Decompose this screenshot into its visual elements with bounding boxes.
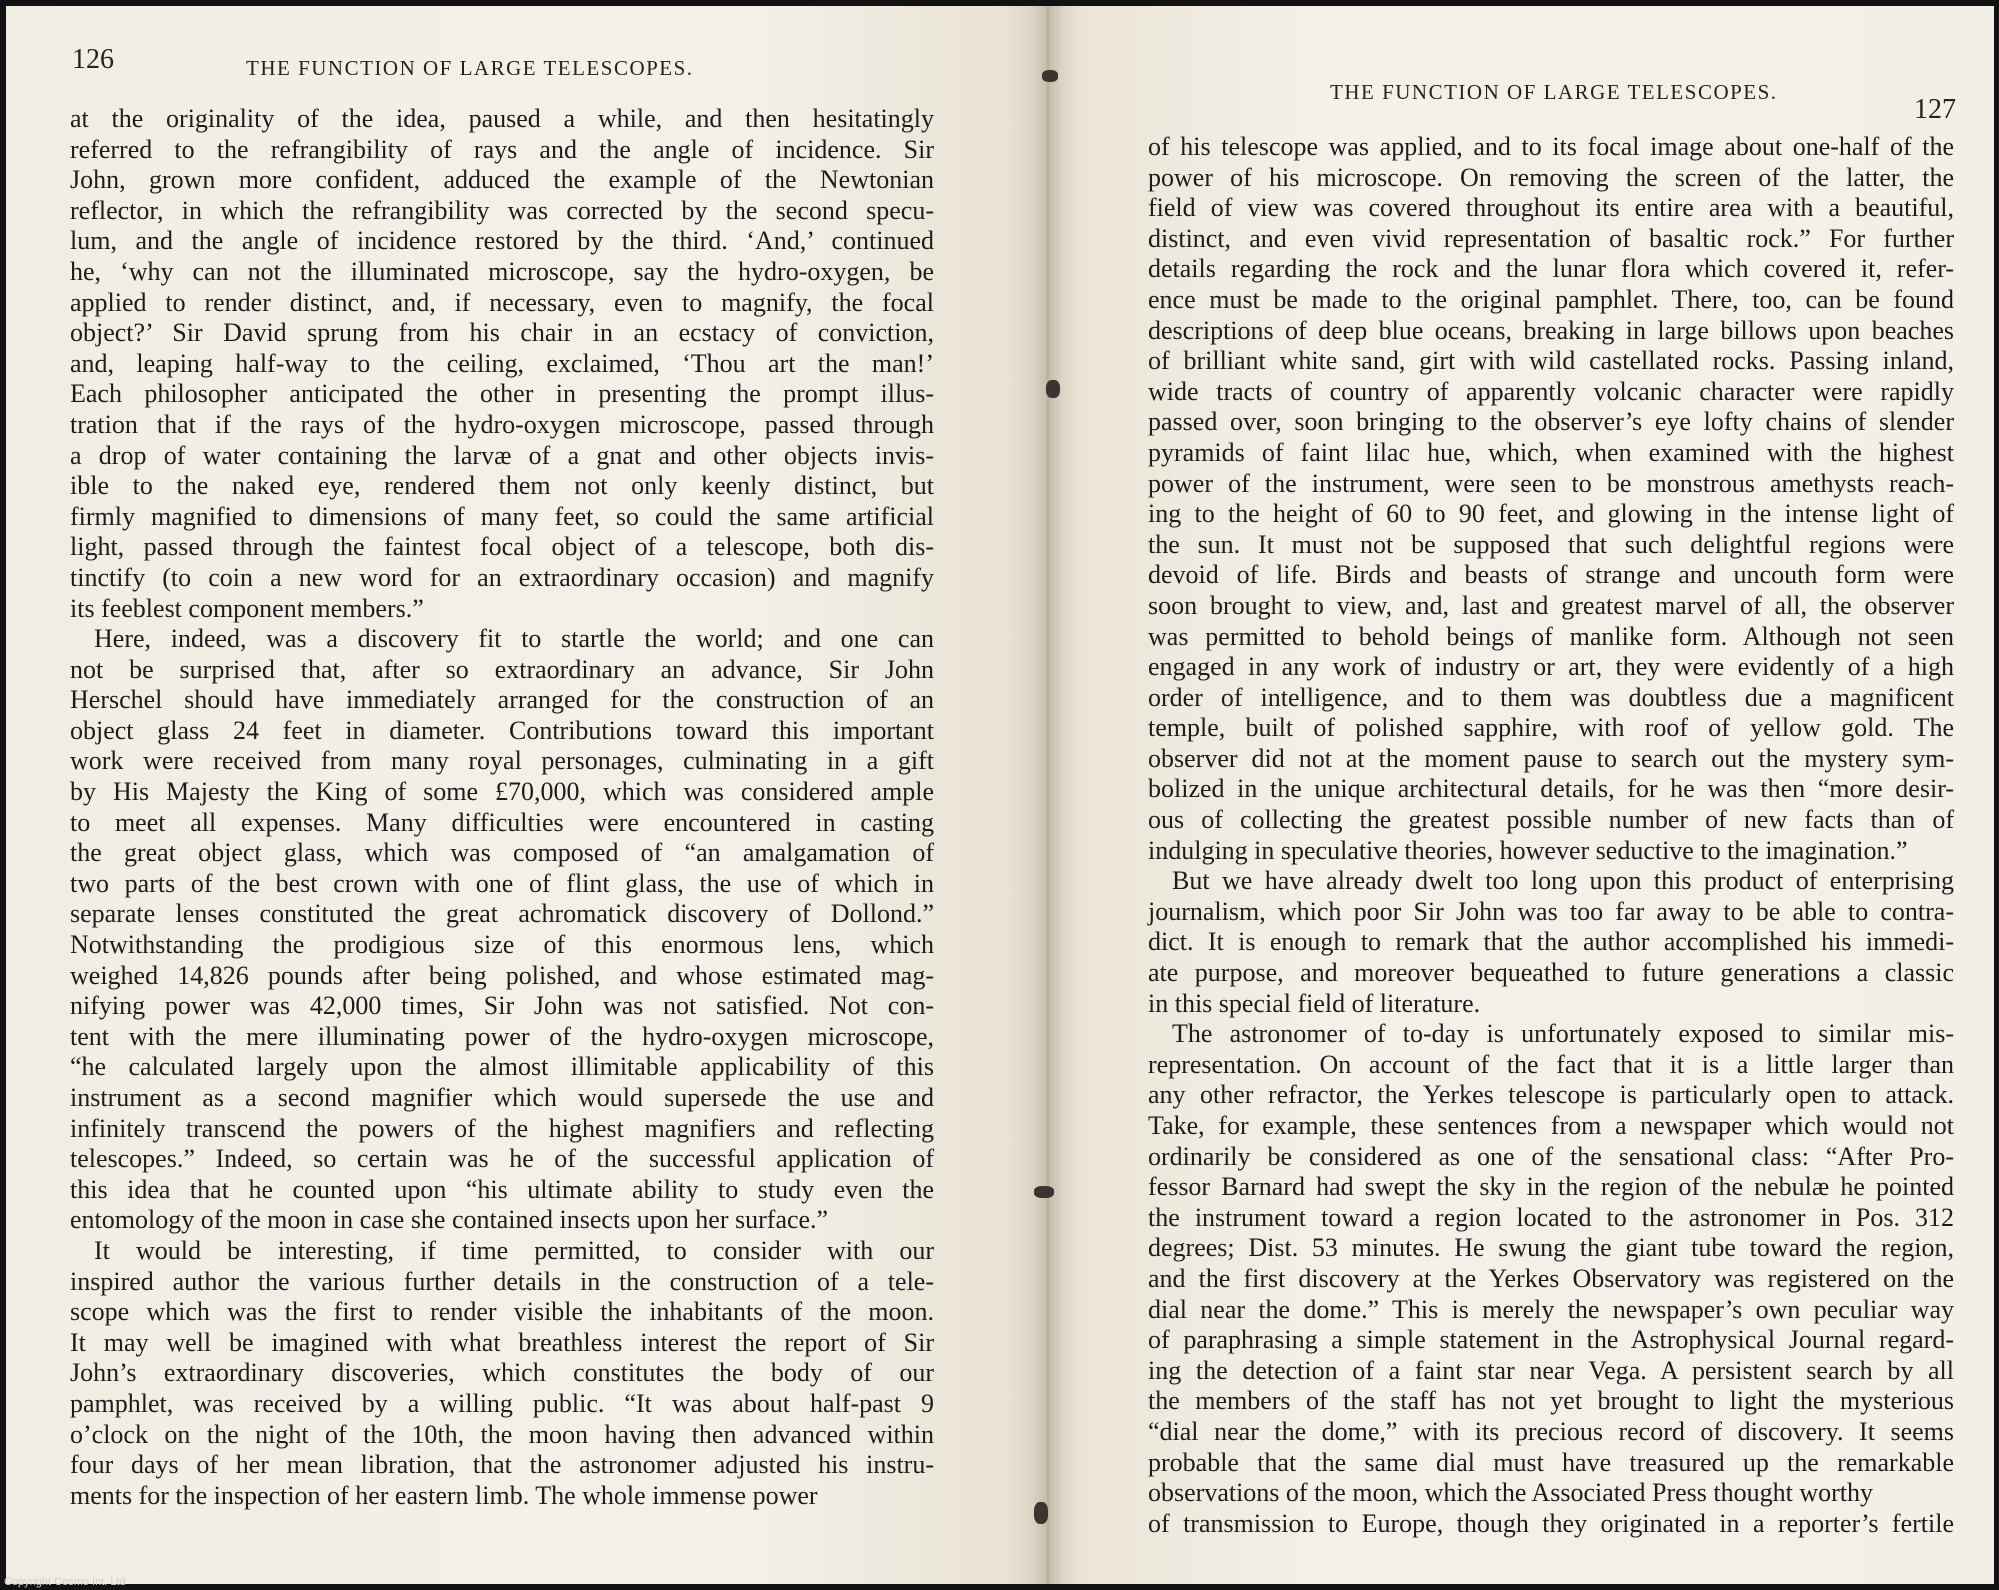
text-line: journalism, which poor Sir John was too far away to be able to contra- bbox=[1148, 896, 1954, 926]
text-line: pyramids of faint lilac hue, which, when examined with the highest bbox=[1148, 437, 1954, 467]
text-line: Each philosopher anticipated the other in presenting the prompt illus- bbox=[70, 379, 934, 409]
text-line: entomology of the moon in case she contained insects upon her surface.” bbox=[70, 1205, 829, 1235]
text-line: passed over, soon bringing to the observer’s eye lofty chains of slender bbox=[1148, 407, 1954, 437]
text-line: Notwithstanding the prodigious size of this enormous lens, which bbox=[70, 930, 934, 960]
copyright-watermark: Copyright Cosmo Int. Ltd bbox=[4, 1576, 126, 1588]
text-line: representation. On account of the fact that it is a little larger than bbox=[1148, 1049, 1954, 1079]
text-line: ments for the inspection of her eastern limb. The whole immense power bbox=[70, 1480, 818, 1510]
text-line: power of the instrument, were seen to be monstrous amethysts reach- bbox=[1148, 468, 1954, 498]
text-line: fessor Barnard had swept the sky in the region of the nebulæ he pointed bbox=[1148, 1172, 1954, 1202]
left-page-number: 126 bbox=[72, 44, 114, 75]
text-line: firmly magnified to dimensions of many feet, so could the same artificial bbox=[70, 501, 934, 531]
right-page bbox=[1046, 6, 1994, 1584]
left-running-head: THE FUNCTION OF LARGE TELESCOPES. bbox=[246, 56, 694, 80]
text-line: ing to the height of 60 to 90 feet, and glowing in the intense light of bbox=[1148, 499, 1954, 529]
text-line: field of view was covered throughout its entire area with a beautiful, bbox=[1148, 193, 1954, 223]
text-line: tinctify (to coin a new word for an extraordinary occasion) and magnify bbox=[70, 562, 934, 592]
text-line: scope which was the first to render visible the inhabitants of the moon. bbox=[70, 1297, 934, 1327]
text-line: reflector, in which the refrangibility was corrected by the second specu- bbox=[70, 195, 934, 225]
text-line: lum, and the angle of incidence restored by the third. ‘And,’ continued bbox=[70, 226, 934, 256]
text-line: weighed 14,826 pounds after being polished, and whose estimated mag- bbox=[70, 960, 934, 990]
text-line: ate purpose, and moreover bequeathed to future generations a classic bbox=[1148, 958, 1954, 988]
text-line: telescopes.” Indeed, so certain was he of the successful application of bbox=[70, 1144, 934, 1174]
text-line: pamphlet, was received by a willing public. “It was about half-past 9 bbox=[70, 1388, 934, 1418]
text-line: observations of the moon, which the Associated Press thought worthy bbox=[1148, 1478, 1874, 1508]
text-line: of his telescope was applied, and to its focal image about one-half of the bbox=[1148, 132, 1954, 161]
left-page bbox=[6, 6, 1046, 1584]
text-line: work were received from many royal personages, culminating in a gift bbox=[70, 746, 934, 776]
text-line: its feeblest component members.” bbox=[70, 593, 424, 623]
text-line: applied to render distinct, and, if necessary, even to magnify, the focal bbox=[70, 287, 934, 317]
text-line: tration that if the rays of the hydro-oxygen microscope, passed through bbox=[70, 409, 934, 439]
text-line: a drop of water containing the larvæ of a gnat and other objects invis- bbox=[70, 440, 934, 470]
right-page-number: 127 bbox=[1914, 94, 1956, 125]
text-line: instrument as a second magnifier which would supersede the use and bbox=[70, 1083, 934, 1112]
text-line: probable that the same dial must have treasured up the remarkable bbox=[1148, 1447, 1954, 1477]
binding-mark bbox=[1034, 1502, 1048, 1524]
text-line: It would be interesting, if time permitted, to consider with our bbox=[94, 1235, 934, 1265]
text-line: object glass 24 feet in diameter. Contributions toward this important bbox=[70, 715, 934, 745]
text-line: light, passed through the faintest focal object of a telescope, both dis- bbox=[70, 532, 934, 562]
right-body-text bbox=[1148, 132, 1954, 1539]
text-line: the instrument toward a region located to the astronomer in Pos. 312 bbox=[1148, 1202, 1954, 1232]
binding-mark bbox=[1042, 70, 1058, 82]
text-line: order of intelligence, and to them was doubtless due a magnificent bbox=[1148, 682, 1954, 712]
text-line: the members of the staff has not yet brought to light the mysterious bbox=[1148, 1386, 1954, 1416]
text-line: in this special field of literature. bbox=[1148, 988, 1481, 1018]
text-line: this idea that he counted upon “his ultimate ability to study even the bbox=[70, 1174, 934, 1204]
text-line: descriptions of deep blue oceans, breaking in large billows upon beaches bbox=[1148, 315, 1954, 345]
text-line: “he calculated largely upon the almost illimitable applicability of this bbox=[70, 1052, 934, 1082]
text-line: degrees; Dist. 53 minutes. He swung the giant tube toward the region, bbox=[1148, 1233, 1954, 1263]
text-line: four days of her mean libration, that the astronomer adjusted his instru- bbox=[70, 1450, 934, 1480]
text-line: not be surprised that, after so extraordinary an advance, Sir John bbox=[70, 654, 934, 684]
text-line: the sun. It must not be supposed that such delightful regions were bbox=[1148, 529, 1954, 559]
text-line: wide tracts of country of apparently volcanic character were rapidly bbox=[1148, 376, 1954, 406]
text-line: of paraphrasing a simple statement in the Astrophysical Journal regard- bbox=[1148, 1325, 1954, 1355]
text-line: of transmission to Europe, though they originated in a reporter’s fertile bbox=[1148, 1508, 1954, 1538]
text-line: dict. It is enough to remark that the author accomplished his immedi- bbox=[1148, 927, 1954, 957]
text-line: engaged in any work of industry or art, they were evidently of a high bbox=[1148, 652, 1954, 682]
text-line: devoid of life. Birds and beasts of strange and uncouth form were bbox=[1148, 560, 1954, 590]
text-line: and, leaping half-way to the ceiling, exclaimed, ‘Thou art the man!’ bbox=[70, 348, 934, 378]
text-line: and the first discovery at the Yerkes Observatory was registered on the bbox=[1148, 1263, 1954, 1293]
text-line: infinitely transcend the powers of the highest magnifiers and reflecting bbox=[70, 1113, 934, 1143]
text-line: separate lenses constituted the great achromatick discovery of Dollond.” bbox=[70, 899, 934, 929]
text-line: inspired author the various further details in the construction of a tele- bbox=[70, 1266, 934, 1296]
text-line: referred to the refrangibility of rays and the angle of incidence. Sir bbox=[70, 134, 934, 164]
text-line: by His Majesty the King of some £70,000, which was considered ample bbox=[70, 777, 934, 807]
text-line: indulging in speculative theories, however seductive to the imagination.” bbox=[1148, 835, 1908, 865]
text-line: John’s extraordinary discoveries, which constitutes the body of our bbox=[70, 1358, 934, 1388]
text-line: bolized in the unique architectural details, for he was then “more desir- bbox=[1148, 774, 1954, 804]
text-line: observer did not at the moment pause to search out the mystery sym- bbox=[1148, 743, 1954, 773]
text-line: ous of collecting the greatest possible number of new facts than of bbox=[1148, 805, 1954, 835]
binding-mark bbox=[1046, 380, 1060, 398]
text-line: o’clock on the night of the 10th, the moon having then advanced within bbox=[70, 1419, 934, 1449]
text-line: ordinarily be considered as one of the sensational class: “After Pro- bbox=[1148, 1141, 1954, 1171]
text-line: object?’ Sir David sprung from his chair in an ecstacy of conviction, bbox=[70, 318, 934, 348]
text-line: ible to the naked eye, rendered them not only keenly distinct, but bbox=[70, 471, 934, 501]
text-line: dial near the dome.” This is merely the newspaper’s own peculiar way bbox=[1148, 1294, 1954, 1324]
text-line: But we have already dwelt too long upon this product of enterprising bbox=[1172, 866, 1954, 896]
text-line: tent with the mere illuminating power of the hydro-oxygen microscope, bbox=[70, 1021, 934, 1051]
text-line: temple, built of polished sapphire, with roof of yellow gold. The bbox=[1148, 713, 1954, 743]
binding-mark bbox=[1034, 1186, 1054, 1198]
text-line: the great object glass, which was composed of “an amalgamation of bbox=[70, 838, 934, 868]
text-line: distinct, and even vivid representation of basaltic rock.” For further bbox=[1148, 223, 1954, 253]
text-line: two parts of the best crown with one of flint glass, the use of which in bbox=[70, 868, 934, 898]
text-line: power of his microscope. On removing the screen of the latter, the bbox=[1148, 162, 1954, 192]
text-line: soon brought to view, and, last and greatest marvel of all, the observer bbox=[1148, 590, 1954, 620]
text-line: any other refractor, the Yerkes telescope is particularly open to attack. bbox=[1148, 1080, 1954, 1110]
text-line: Herschel should have immediately arranged for the construction of an bbox=[70, 685, 934, 715]
text-line: Take, for example, these sentences from a newspaper which would not bbox=[1148, 1111, 1954, 1140]
text-line: nifying power was 42,000 times, Sir John was not satisfied. Not con- bbox=[70, 991, 934, 1021]
book-gutter bbox=[1030, 6, 1066, 1584]
text-line: John, grown more confident, adduced the example of the Newtonian bbox=[70, 165, 934, 195]
right-running-head: THE FUNCTION OF LARGE TELESCOPES. bbox=[1330, 80, 1778, 104]
text-line: It may well be imagined with what breathless interest the report of Sir bbox=[70, 1327, 934, 1357]
text-line: he, ‘why can not the illuminated microscope, say the hydro-oxygen, be bbox=[70, 256, 934, 286]
text-line: details regarding the rock and the lunar flora which covered it, refer- bbox=[1148, 254, 1954, 284]
text-line: to meet all expenses. Many difficulties were encountered in casting bbox=[70, 807, 934, 837]
left-body-text bbox=[70, 104, 934, 1511]
text-line: The astronomer of to-day is unfortunately exposed to similar mis- bbox=[1172, 1019, 1954, 1049]
text-line: “dial near the dome,” with its precious record of discovery. It seems bbox=[1148, 1416, 1954, 1446]
text-line: of brilliant white sand, girt with wild castellated rocks. Passing inland, bbox=[1148, 346, 1954, 376]
text-line: ence must be made to the original pamphlet. There, too, can be found bbox=[1148, 284, 1954, 314]
text-line: at the originality of the idea, paused a while, and then hesitatingly bbox=[70, 104, 934, 133]
text-line: ing the detection of a faint star near Vega. A persistent search by all bbox=[1148, 1355, 1954, 1385]
text-line: Here, indeed, was a discovery fit to startle the world; and one can bbox=[94, 624, 934, 654]
text-line: was permitted to behold beings of manlike form. Although not seen bbox=[1148, 621, 1954, 651]
